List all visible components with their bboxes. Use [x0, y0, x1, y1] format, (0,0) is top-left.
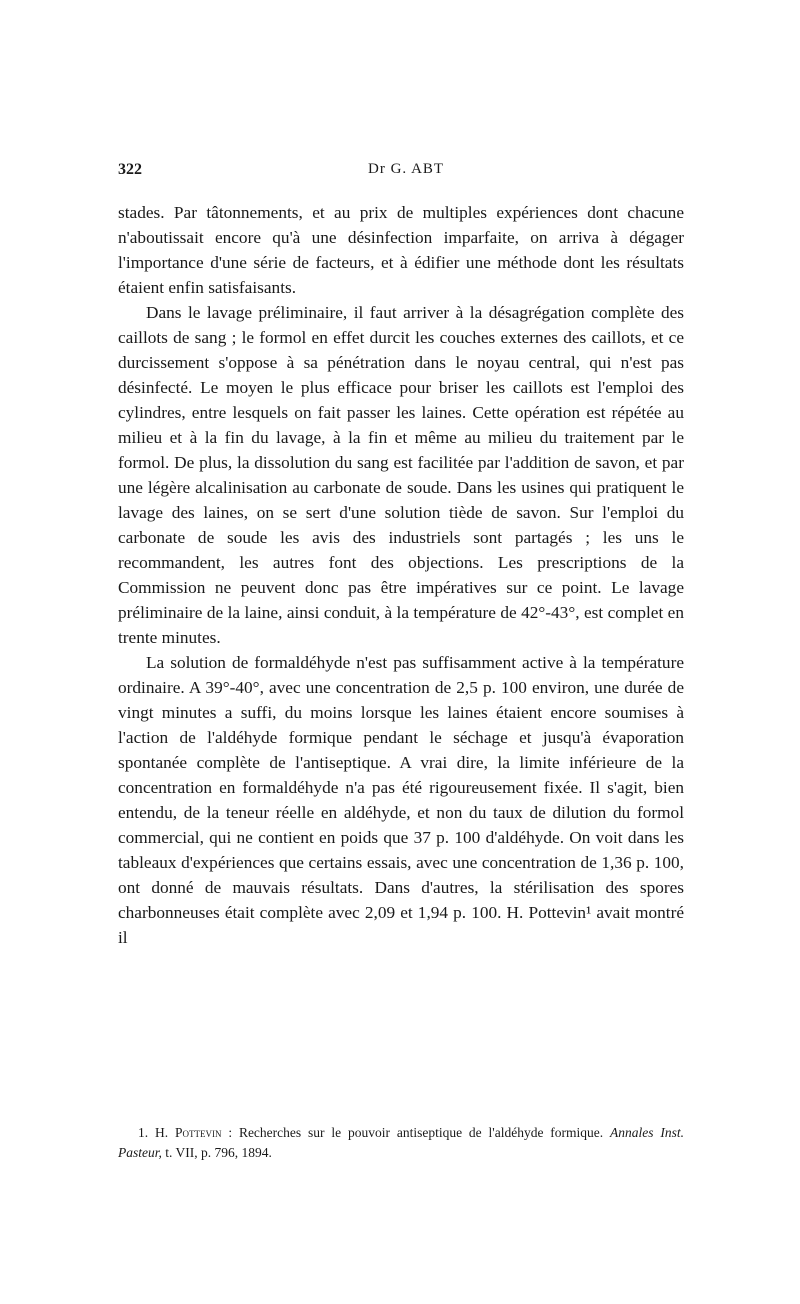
footnote — [118, 1123, 684, 1163]
page-number: 322 — [118, 161, 142, 178]
footnote-reference: t. VII, p. 796, 1894. — [165, 1145, 272, 1160]
paragraph: stades. Par tâtonnements, et au prix de multiples expériences dont chacune n'aboutissait encore qu'à une désinfection imparfaite, on arriva à dégager l'importance d'une série de facteurs, et à édifier une méthode dont les résultats étaient enfin satisfaisants. — [118, 203, 684, 297]
footnote-lead: 1. H. — [138, 1125, 169, 1140]
paragraph: Dans le lavage préliminaire, il faut arriver à la désagrégation complète des caillots de sang ; le formol en effet durcit les couches externes des caillots, et ce durcissement s'oppose à sa pénétration dans le noyau central, qui n'est pas désinfecté. Le moyen le plus efficace pour briser les caillots est l'emploi des cylindres, entre lesquels on fait passer les laines. Cette opération est répétée au milieu et à la fin du lavage, à la fin et même au milieu du traitement par le formol. De plus, la dissolution du sang est facilitée par l'addition de savon, et par une légère alcalinisation au carbonate de soude. Dans les usines qui pratiquent le lavage des laines, on se sert d'une solution tiède de savon. Sur l'emploi du carbonate de soude les avis des industriels sont partagés ; les uns le recommandent, les autres font des objections. Les prescriptions de la Commission ne peuvent donc pas être impératives sur ce point. Le lavage préliminaire de la laine, ainsi conduit, à la température de 42°-43°, est complet en trente minutes. — [118, 303, 684, 647]
page-header — [118, 161, 684, 185]
footnote-author: Pottevin — [174, 1125, 222, 1140]
body-text — [118, 200, 684, 950]
running-head: Dr G. ABT — [368, 161, 445, 177]
footnote-title: : Recherches sur le pouvoir antiseptique de l'aldéhyde formique. — [228, 1125, 604, 1140]
footnote-journal: Annales Inst. Pasteur, — [118, 1125, 684, 1160]
paragraph: La solution de formaldéhyde n'est pas suffisamment active à la température ordinaire. A 39°-40°, avec une concentration de 2,5 p. 100 environ, une durée de vingt minutes a suffi, du moins lorsque les laines étaient encore soumises à l'action de l'aldéhyde formique pendant le séchage et jusqu'à évaporation spontanée complète de l'antiseptique. A vrai dire, la limite inférieure de la concentration en formaldéhyde n'a pas été rigoureusement fixée. Il s'agit, bien entendu, de la teneur réelle en aldéhyde, et non du taux de dilution du formol commercial, qui ne contient en poids que 37 p. 100 d'aldéhyde. On voit dans les tableaux d'expériences que certains essais, avec une concentration de 1,36 p. 100, ont donné de mauvais résultats. Dans d'autres, la stérilisation des spores charbonneuses était complète avec 2,09 et 1,94 p. 100. H. Pottevin¹ avait montré il — [118, 653, 684, 947]
footnote-text — [118, 1123, 684, 1163]
